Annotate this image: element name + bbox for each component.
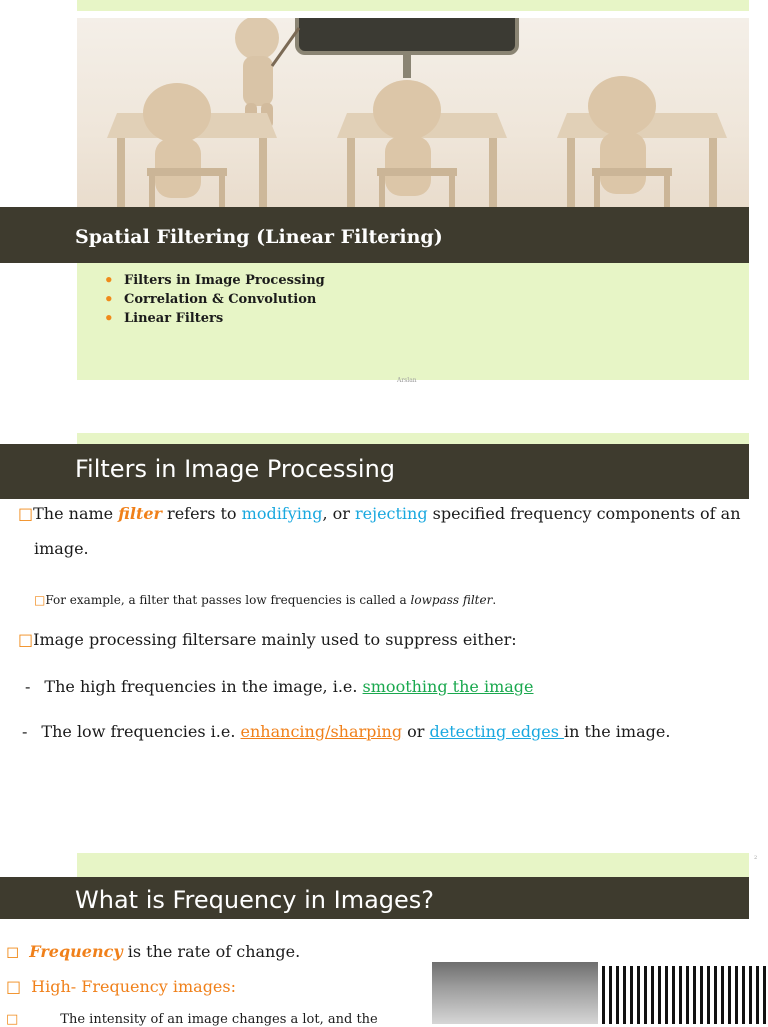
slide2-paragraph-1-cont: image. bbox=[34, 539, 89, 558]
filter-term: filter bbox=[118, 504, 162, 523]
slide3-bullet-1 bbox=[6, 942, 300, 961]
text: Image processing filtersare mainly used to suppress either: bbox=[33, 630, 517, 649]
slide2-dash-item-2 bbox=[22, 722, 670, 741]
modifying-term: modifying bbox=[241, 504, 323, 523]
square-bullet-icon: ◻ bbox=[6, 942, 20, 961]
slide2-paragraph-1 bbox=[18, 504, 741, 523]
dash-bullet: - bbox=[25, 677, 31, 696]
stripes-example-image bbox=[602, 966, 768, 1024]
dash-bullet: - bbox=[22, 722, 28, 741]
slide2-dash-item-1 bbox=[25, 677, 534, 696]
square-bullet-icon: □ bbox=[6, 1012, 19, 1027]
text: or bbox=[402, 722, 430, 741]
slide2-paragraph-3 bbox=[18, 630, 517, 649]
slide1-bullet: • Correlation & Convolution bbox=[104, 290, 325, 309]
square-bullet-icon: □ bbox=[6, 977, 22, 996]
classroom-illustration bbox=[77, 18, 749, 210]
text: refers to bbox=[161, 504, 242, 523]
lowpass-term: lowpass filter bbox=[410, 593, 493, 607]
slide1-top-band bbox=[77, 0, 749, 11]
gradient-example-image bbox=[432, 962, 598, 1024]
text: in the image. bbox=[563, 722, 671, 741]
square-bullet-icon: □ bbox=[34, 593, 46, 607]
text: is the rate of change. bbox=[122, 942, 301, 961]
detecting-edges-link[interactable]: detecting edges bbox=[429, 722, 564, 741]
square-bullet-icon: □ bbox=[18, 504, 34, 523]
text: The intensity of an image changes a lot, and the bbox=[60, 1012, 378, 1027]
text: The high frequencies in the image, i.e. bbox=[44, 677, 363, 696]
text: , or bbox=[322, 504, 355, 523]
smoothing-link[interactable]: smoothing the image bbox=[362, 677, 534, 696]
square-bullet-icon: □ bbox=[18, 630, 34, 649]
slide1-bullet: • Linear Filters bbox=[104, 309, 325, 328]
slide2-top-band bbox=[77, 433, 749, 444]
rejecting-term: rejecting bbox=[354, 504, 428, 523]
enhancing-link[interactable]: enhancing/sharping bbox=[240, 722, 403, 741]
text: specified frequency components of an bbox=[427, 504, 741, 523]
slide3-bullet-3 bbox=[6, 1012, 378, 1027]
slide1-bullet: • Filters in Image Processing bbox=[104, 271, 325, 290]
slide3-title: What is Frequency in Images? bbox=[75, 886, 435, 914]
text: The name bbox=[33, 504, 119, 523]
slide3-top-band bbox=[77, 866, 749, 877]
slide2-title: Filters in Image Processing bbox=[75, 455, 396, 483]
slide3-bullet-2 bbox=[6, 977, 236, 996]
slide1-title: Spatial Filtering (Linear Filtering) bbox=[75, 226, 443, 248]
slide1-footer: Arslan bbox=[397, 377, 417, 384]
frequency-term: Frequency bbox=[29, 942, 123, 961]
slide2-paragraph-2 bbox=[34, 593, 496, 607]
classroom-illustration-svg bbox=[77, 18, 749, 210]
text: For example, a filter that passes low frequencies is called a bbox=[45, 593, 411, 607]
high-frequency-heading: High- Frequency images: bbox=[31, 977, 236, 996]
slide2-bottom-band bbox=[77, 853, 749, 866]
text: . bbox=[492, 593, 497, 607]
page-number: 2 bbox=[754, 855, 758, 861]
text: The low frequencies i.e. bbox=[41, 722, 241, 741]
slide1-bullet-list bbox=[104, 271, 325, 328]
